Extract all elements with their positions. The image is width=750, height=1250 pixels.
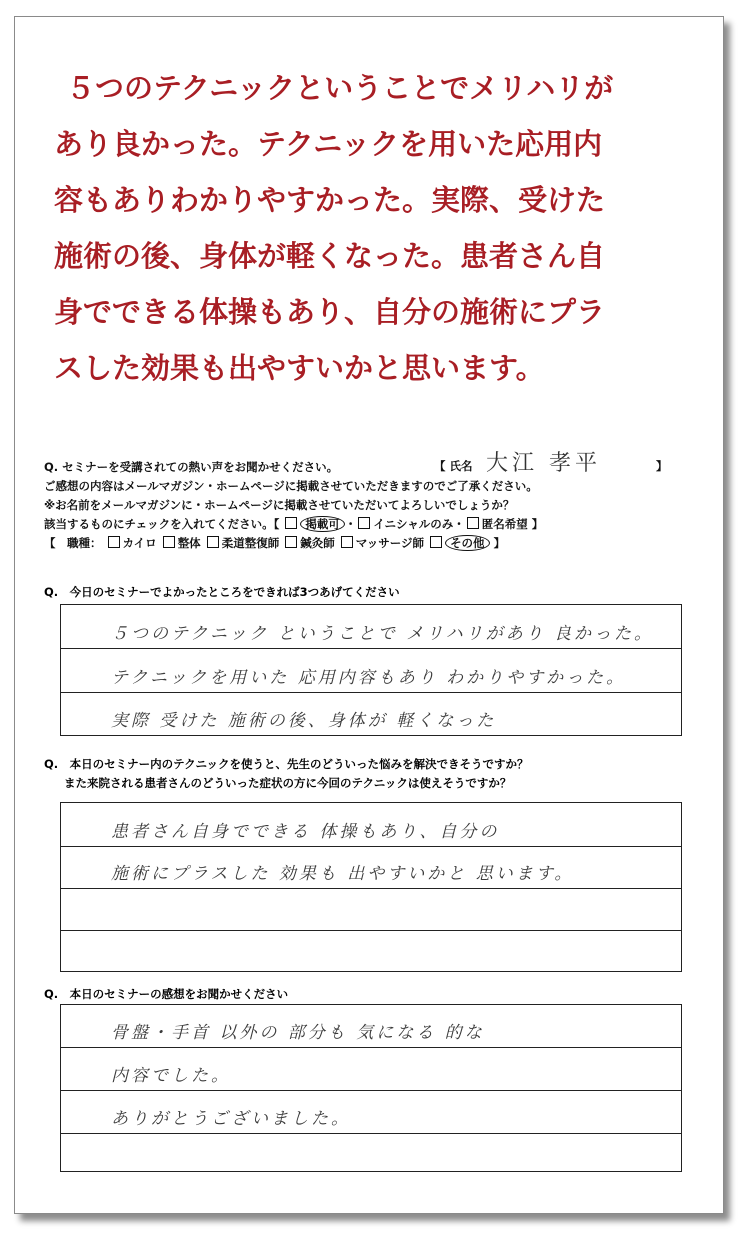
name-field <box>434 451 668 476</box>
headline-line: 施術の後、身体が軽くなった。患者さん自 <box>54 239 606 273</box>
name-publish-options: 該当するものにチェックを入れてください。【 掲載可 ・ イニシャルのみ・ 匿名希望 】 <box>44 517 544 531</box>
survey-form <box>44 450 684 553</box>
question-2-title: Q. 本日のセミナー内のテクニックを使うと、先生のどういった悩みを解決できそうですか？ <box>44 757 529 771</box>
answer-line <box>61 605 681 649</box>
answer-line <box>61 803 681 847</box>
answer-line <box>61 693 681 735</box>
question-2-subtitle: また来院される患者さんのどういった症状の方に今回のテクニックは使えそうですか？ <box>64 776 512 790</box>
name-label: 【 氏名 <box>434 459 473 473</box>
answer-line <box>61 1048 681 1091</box>
answer-line <box>61 649 681 693</box>
check-prompt: 該当するものにチェックを入れてください。【 <box>44 517 280 531</box>
checkbox-initials[interactable] <box>358 517 370 529</box>
option-anonymous: 匿名希望 <box>481 517 528 531</box>
headline-line: スした効果も出やすいかと思います。 <box>54 351 545 385</box>
checkbox-publish[interactable] <box>285 517 297 529</box>
occupation-other-circled: その他 <box>445 535 490 551</box>
occupation-label: 【 職種： <box>44 536 102 550</box>
occupation-judo: 柔道整復師 <box>221 536 280 550</box>
checkbox-massage[interactable] <box>341 536 353 548</box>
checkbox-seitai[interactable] <box>163 536 175 548</box>
answer-box-1 <box>60 604 682 736</box>
answer-line <box>61 931 681 971</box>
notice-publish: ご感想の内容はメールマガジン・ホームページに掲載させていただきますのでご了承ください。 <box>44 479 538 493</box>
checkbox-judo[interactable] <box>207 536 219 548</box>
question-1-title: Q. 今日のセミナーでよかったところをできれば3つあげてください <box>44 585 400 599</box>
handwritten-answer: 患者さん自身でできる 体操もあり、自分の <box>111 822 500 842</box>
occupation-options: 【 職種： カイロ 整体 柔道整復師 鍼灸師 マッサージ師 その他 】 <box>44 536 506 550</box>
occupation-chiro: カイロ <box>122 536 157 550</box>
checkbox-anonymous[interactable] <box>467 517 479 529</box>
name-handwritten: 大江 孝平 <box>486 451 601 476</box>
question-voice: Q. セミナーを受講されての熱い声をお聞かせください。 <box>44 460 339 474</box>
option-publish-circled: 掲載可 <box>300 516 345 532</box>
headline-line: あり良かった。テクニックを用いた応用内 <box>54 127 603 161</box>
handwritten-answer: 施術にプラスした 効果も 出やすいかと 思います。 <box>111 864 575 884</box>
headline-line: 容もありわかりやすかった。実際、受けた <box>54 183 606 217</box>
answer-line <box>61 1134 681 1171</box>
option-initials: イニシャルのみ <box>373 517 454 531</box>
handwritten-answer: 内容でした。 <box>111 1066 231 1086</box>
occupation-seitai: 整体 <box>177 536 201 550</box>
answer-line <box>61 1005 681 1048</box>
checkbox-chiro[interactable] <box>108 536 120 548</box>
handwritten-answer: ５つのテクニック ということで メリハリがあり 良かった。 <box>111 624 655 644</box>
answer-box-3 <box>60 1004 682 1172</box>
answer-box-2 <box>60 802 682 972</box>
handwritten-answer: ありがとうございました。 <box>111 1109 351 1129</box>
headline-line: 身でできる体操もあり、自分の施術にプラ <box>54 295 606 329</box>
handwritten-answer: 実際 受けた 施術の後、身体が 軽くなった <box>111 711 497 731</box>
headline-line: ５つのテクニックということでメリハリが <box>66 71 614 105</box>
answer-line <box>61 847 681 889</box>
testimonial-headline <box>54 60 694 396</box>
occupation-massage: マッサージ師 <box>355 536 425 550</box>
checkbox-acupuncture[interactable] <box>285 536 297 548</box>
notice-name-permission: ※お名前をメールマガジンに・ホームページに掲載させていただいてよろしいでしょうか？ <box>44 498 515 512</box>
name-close-bracket: 】 <box>656 459 668 473</box>
handwritten-answer: 骨盤・手首 以外の 部分も 気になる 的な <box>111 1023 485 1043</box>
answer-line <box>61 1091 681 1134</box>
occupation-acupuncture: 鍼灸師 <box>300 536 335 550</box>
handwritten-answer: テクニックを用いた 応用内容もあり わかりやすかった。 <box>111 668 627 688</box>
question-3-title: Q. 本日のセミナーの感想をお聞かせください <box>44 987 289 1001</box>
answer-line <box>61 889 681 931</box>
checkbox-other[interactable] <box>430 536 442 548</box>
